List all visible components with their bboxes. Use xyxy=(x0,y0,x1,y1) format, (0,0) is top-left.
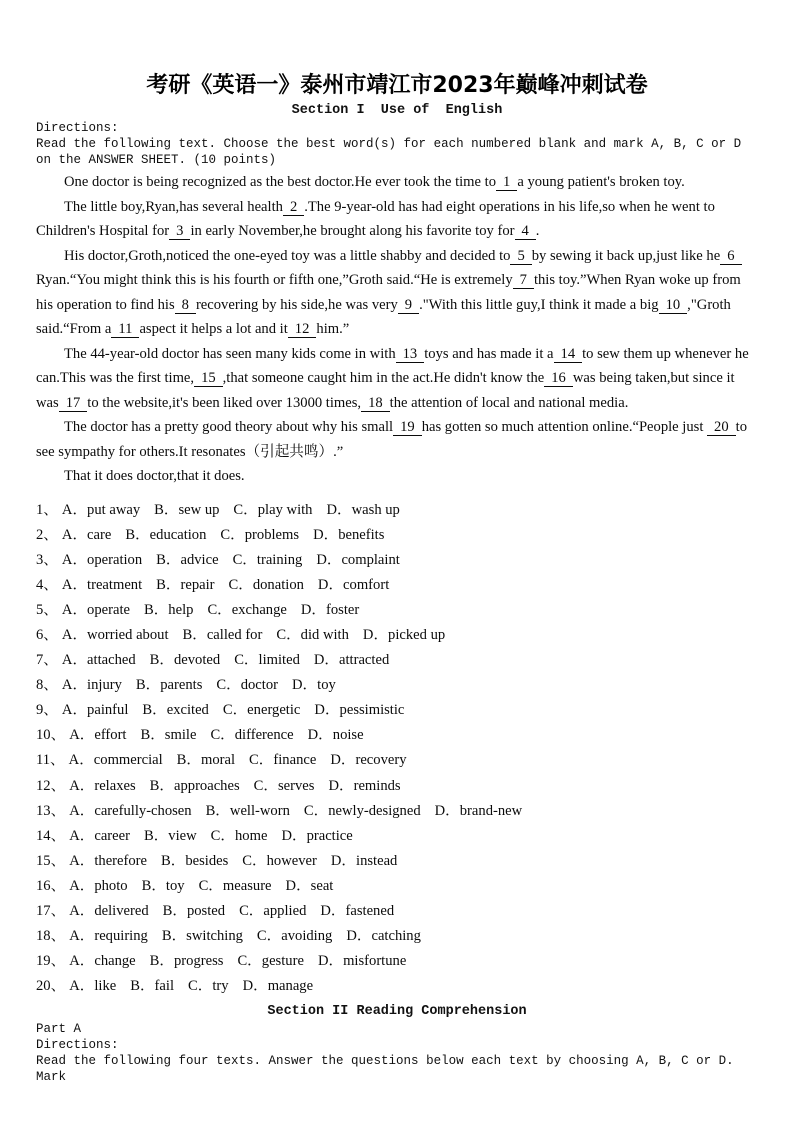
question-option: C．energetic xyxy=(222,702,301,719)
section1-heading: Section I Use of English xyxy=(291,103,503,118)
question-option: B．called for xyxy=(182,626,263,643)
cloze-blank-19: 19 xyxy=(393,419,422,436)
question-option: D．catching xyxy=(346,928,421,945)
question-number: 8、 xyxy=(36,677,58,694)
question-option: C．measure xyxy=(198,877,272,894)
question-option: C．applied xyxy=(239,903,307,919)
question-option: D．attracted xyxy=(313,652,390,669)
question-number: 11、 xyxy=(36,752,65,769)
question-option: C．home xyxy=(210,827,268,844)
question-option: B．repair xyxy=(156,576,215,593)
section2-directions-label: Directions: xyxy=(36,1038,119,1053)
section2-heading: Section II Reading Comprehension xyxy=(267,1004,527,1020)
question-option: A．delivered xyxy=(69,903,149,919)
question-option: C．difference xyxy=(210,727,294,744)
question-option: B．progress xyxy=(149,953,224,970)
question-option: D．picked up xyxy=(362,626,446,643)
question-row-8 xyxy=(36,673,758,698)
question-option: D．noise xyxy=(307,727,364,744)
question-option: A．operate xyxy=(61,601,130,618)
question-option: B．posted xyxy=(162,903,226,919)
question-number: 1、 xyxy=(36,501,58,518)
question-option: C．avoiding xyxy=(256,928,333,945)
question-option: D．fastened xyxy=(320,903,395,919)
cloze-blank-18: 18 xyxy=(361,395,390,412)
question-option: D．misfortune xyxy=(317,953,407,970)
question-option: C．training xyxy=(232,551,303,568)
question-option: D．recovery xyxy=(330,752,407,769)
question-option: B．well-worn xyxy=(205,802,290,819)
cloze-blank-2: 2 xyxy=(283,199,304,216)
cloze-blank-5: 5 xyxy=(510,248,531,265)
cloze-blank-3: 3 xyxy=(169,223,190,240)
question-option: D．manage xyxy=(242,978,314,995)
question-number: 9、 xyxy=(36,702,58,719)
question-option: D．toy xyxy=(292,677,336,694)
part-a-label: Part A xyxy=(36,1022,82,1037)
passage-paragraph: One doctor is being recognized as the best doctor.He ever took the time to 1 a young patient's broken toy. xyxy=(64,174,685,190)
question-option: C．gesture xyxy=(237,953,304,970)
question-number: 13、 xyxy=(36,802,66,819)
question-option: A．care xyxy=(61,526,112,543)
section2-directions-text: Read the following four texts. Answer the questions below each text by choosing A, B, C or D. Mark xyxy=(36,1054,734,1085)
cloze-blank-13: 13 xyxy=(396,346,425,363)
question-option: A．requiring xyxy=(69,928,148,945)
question-option: A．carefully-chosen xyxy=(69,802,192,819)
question-option: D．instead xyxy=(330,852,398,869)
question-option: C．exchange xyxy=(207,601,287,618)
question-row-9 xyxy=(36,698,758,723)
question-option: A．therefore xyxy=(69,852,147,869)
cloze-blank-1: 1 xyxy=(496,174,517,191)
question-option: A．relaxes xyxy=(69,777,136,794)
cloze-blank-10: 10 xyxy=(659,297,688,314)
question-option: B．view xyxy=(143,827,197,844)
question-option: A．put away xyxy=(61,501,141,518)
question-number: 19、 xyxy=(36,953,66,970)
question-option: C．newly-designed xyxy=(303,802,421,819)
cloze-blank-15: 15 xyxy=(194,370,223,387)
question-option: C．however xyxy=(242,852,317,869)
question-row-11 xyxy=(36,748,758,773)
page-title: 考研《英语一》泰州市靖江市2023年巅峰冲刺试卷 xyxy=(146,73,648,98)
question-number: 7、 xyxy=(36,652,58,669)
question-option: A．injury xyxy=(61,677,122,694)
question-number: 16、 xyxy=(36,877,66,894)
cloze-blank-8: 8 xyxy=(175,297,196,314)
question-option: D．complaint xyxy=(316,551,400,568)
question-row-3 xyxy=(36,548,758,573)
question-row-13 xyxy=(36,799,758,824)
question-row-19 xyxy=(36,949,758,974)
question-option: A．treatment xyxy=(61,576,143,593)
question-option: A．change xyxy=(69,953,136,970)
question-option: C．play with xyxy=(233,501,313,518)
question-option: B．moral xyxy=(176,752,236,769)
question-row-1 xyxy=(36,498,758,523)
question-number: 5、 xyxy=(36,601,58,618)
question-option: B．fail xyxy=(130,978,175,995)
passage-paragraph: The doctor has a pretty good theory about why his small 19 has gotten so much attention online.“People just 20 to see sympathy for others.It resonates（引起共鸣）.” xyxy=(36,419,747,460)
question-option: B．sew up xyxy=(154,501,220,518)
cloze-blank-12: 12 xyxy=(288,321,317,338)
section1-directions-text: Read the following text. Choose the best word(s) for each numbered blank and mark A, B, C or D on the ANSWER SHEET. (10 points) xyxy=(36,137,742,167)
question-option: B．education xyxy=(125,526,207,543)
question-option: C．try xyxy=(188,978,229,995)
question-row-18 xyxy=(36,924,758,949)
question-number: 15、 xyxy=(36,852,66,869)
question-row-15 xyxy=(36,849,758,874)
section1-directions-label: Directions: xyxy=(36,121,119,135)
question-option: C．finance xyxy=(249,752,317,769)
question-option: C．donation xyxy=(228,576,304,593)
question-option: D．reminds xyxy=(328,777,401,794)
question-row-20 xyxy=(36,974,758,999)
question-option: A．effort xyxy=(69,727,127,744)
question-option: C．limited xyxy=(234,652,300,669)
question-number: 10、 xyxy=(36,727,66,744)
question-row-12 xyxy=(36,774,758,799)
question-number: 20、 xyxy=(36,978,66,995)
question-option: A．worried about xyxy=(61,626,169,643)
cloze-passage xyxy=(36,170,758,489)
question-number: 6、 xyxy=(36,626,58,643)
question-option: B．parents xyxy=(135,677,203,694)
question-number: 2、 xyxy=(36,526,58,543)
question-option: B．switching xyxy=(161,928,243,945)
question-number: 17、 xyxy=(36,903,66,919)
question-option: D．practice xyxy=(281,827,353,844)
question-option: D．seat xyxy=(285,877,334,894)
cloze-blank-17: 17 xyxy=(59,395,88,412)
question-option: B．advice xyxy=(156,551,219,568)
question-row-16 xyxy=(36,874,758,899)
question-number: 18、 xyxy=(36,928,66,945)
question-option: B．help xyxy=(143,601,194,618)
question-row-10 xyxy=(36,723,758,748)
question-option: B．excited xyxy=(142,702,209,719)
question-option: D．comfort xyxy=(317,576,390,593)
question-option: A．operation xyxy=(61,551,143,568)
question-row-5 xyxy=(36,598,758,623)
question-option: B．besides xyxy=(161,852,229,869)
question-option: C．did with xyxy=(276,626,349,643)
passage-paragraph: His doctor,Groth,noticed the one-eyed toy was a little shabby and decided to 5 by sewing it back up,just like he 6Ryan.“You might think this is his fourth or fifth one,”Groth said.“He is extremely 7 this toy.”When Ryan woke up from his operation to find his 8 recovering by his side,he was very 9 ."With this little guy,I think it made a big 10 ,"Groth said.“From a 11 aspect it helps a lot and it 12 him.” xyxy=(36,247,741,337)
cloze-blank-7: 7 xyxy=(513,272,534,289)
question-option: C．serves xyxy=(253,777,315,794)
passage-paragraph: The 44-year-old doctor has seen many kids come in with 13 toys and has made it a 14 to sew them up whenever he can.This was the first time, 15 ,that someone caught him in the act.He didn't know the 16 was being taken,but since it was 17 to the website,it's been liked over 13000 times, 18 the attention of local and national media. xyxy=(36,345,749,411)
cloze-blank-20: 20 xyxy=(707,419,736,436)
question-option: D．foster xyxy=(300,601,360,618)
cloze-blank-9: 9 xyxy=(398,297,419,314)
question-option: A．photo xyxy=(69,877,128,894)
question-row-4 xyxy=(36,573,758,598)
passage-paragraph: That it does doctor,that it does. xyxy=(64,468,245,484)
question-option: A．like xyxy=(69,978,117,995)
cloze-blank-16: 16 xyxy=(544,370,573,387)
question-row-17 xyxy=(36,899,758,924)
question-row-7 xyxy=(36,648,758,673)
question-option: B．devoted xyxy=(149,652,221,669)
question-row-6 xyxy=(36,623,758,648)
question-row-14 xyxy=(36,824,758,849)
cloze-blank-11: 11 xyxy=(111,321,139,338)
question-option: B．toy xyxy=(141,877,185,894)
question-list xyxy=(36,498,758,1000)
question-number: 3、 xyxy=(36,551,58,568)
cloze-blank-14: 14 xyxy=(554,346,583,363)
cloze-blank-4: 4 xyxy=(515,223,536,240)
passage-paragraph: The little boy,Ryan,has several health 2 .The 9-year-old has had eight operations in his life,so when he went to Children's Hospital for 3 in early November,he brought along his favorite toy for 4 . xyxy=(36,198,715,239)
question-option: D．benefits xyxy=(313,526,385,543)
question-option: B．smile xyxy=(140,727,197,744)
question-number: 14、 xyxy=(36,827,66,844)
cloze-blank-6: 6 xyxy=(720,248,741,265)
question-option: D．brand-new xyxy=(434,802,523,819)
question-number: 4、 xyxy=(36,576,58,593)
question-row-2 xyxy=(36,523,758,548)
question-option: A．attached xyxy=(61,652,136,669)
question-option: A．painful xyxy=(61,702,129,719)
question-option: C．problems xyxy=(220,526,300,543)
question-number: 12、 xyxy=(36,777,66,794)
question-option: B．approaches xyxy=(149,777,240,794)
question-option: D．wash up xyxy=(326,501,400,518)
question-option: D．pessimistic xyxy=(314,702,405,719)
question-option: A．commercial xyxy=(68,752,163,769)
question-option: C．doctor xyxy=(216,677,279,694)
question-option: A．career xyxy=(69,827,130,844)
